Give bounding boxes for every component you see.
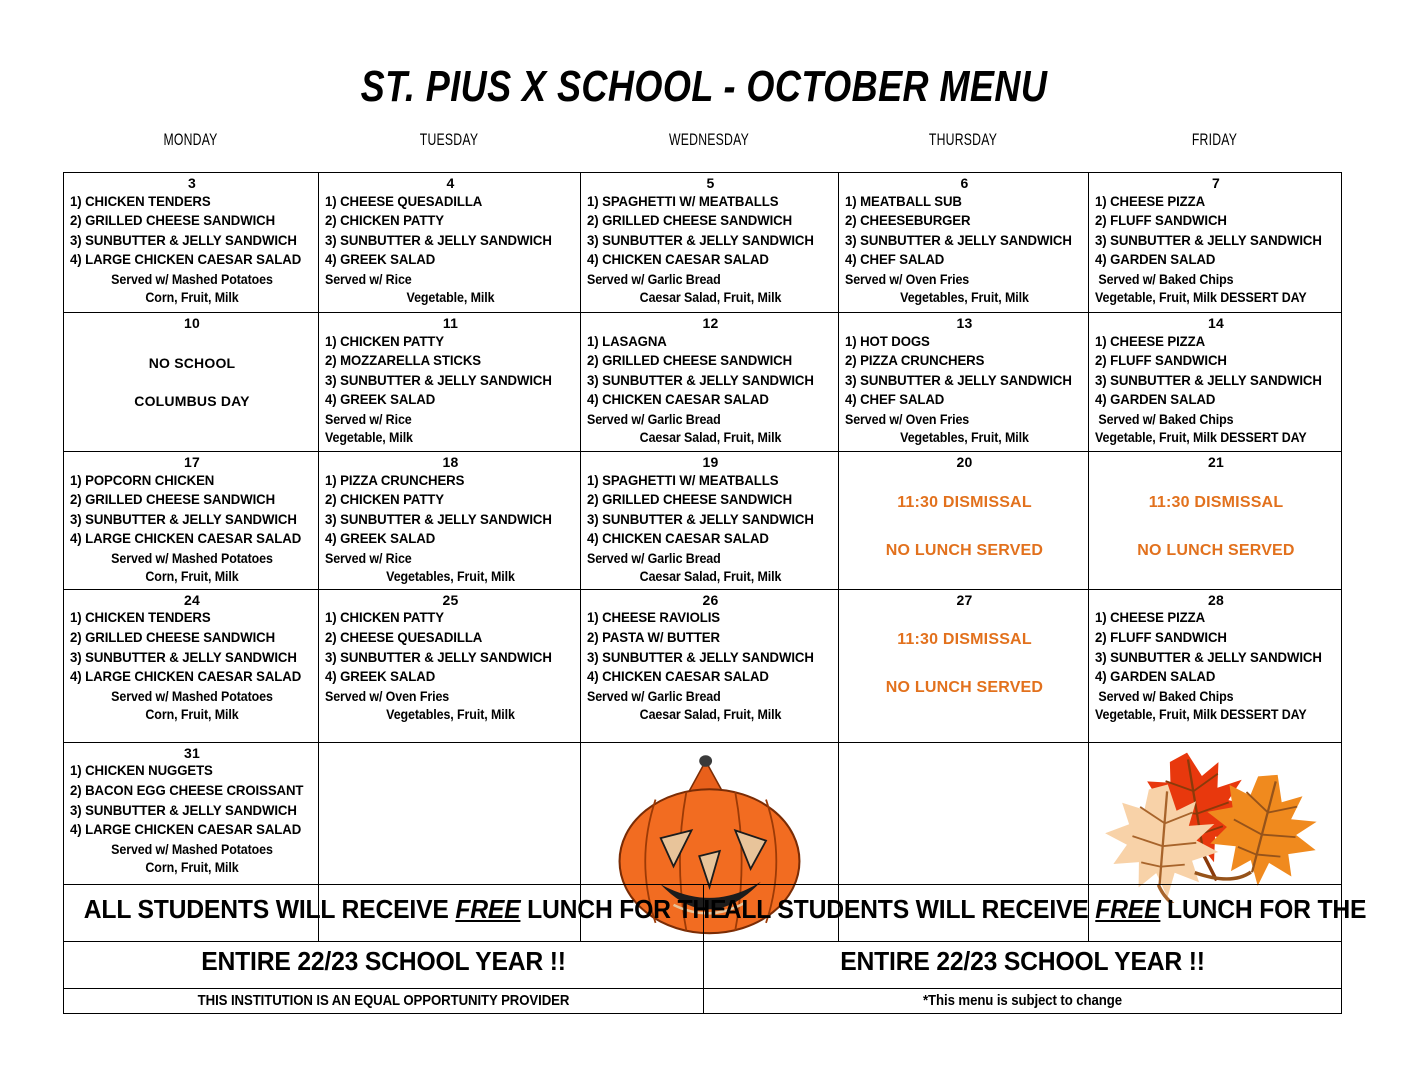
day-number: 4	[446, 175, 455, 191]
day-cell-content	[64, 313, 318, 411]
calendar-day-cell[interactable]	[64, 589, 319, 742]
equal-opportunity-cell	[64, 989, 704, 1014]
calendar-day-cell[interactable]	[1089, 452, 1342, 590]
menu-item: 1) PIZZA CRUNCHERS	[325, 472, 465, 489]
menu-item: 2) GRILLED CHEESE SANDWICH	[587, 353, 793, 370]
served-with-line: Served w/ Oven Fries	[845, 271, 970, 287]
menu-item: 2) GRILLED CHEESE SANDWICH	[587, 492, 793, 509]
day-cell-content	[839, 313, 1088, 450]
menu-item: 3) SUNBUTTER & JELLY SANDWICH	[1095, 232, 1322, 249]
calendar-day-cell[interactable]	[839, 452, 1089, 590]
sides-line: Corn, Fruit, Milk	[145, 569, 239, 585]
calendar-grid	[63, 172, 1342, 942]
holiday-line: COLUMBUS DAY	[134, 392, 250, 409]
menu-item: 2) GRILLED CHEESE SANDWICH	[587, 213, 793, 230]
no-lunch-served-label: NO LUNCH SERVED	[885, 679, 1044, 697]
calendar-day-cell[interactable]	[839, 313, 1089, 452]
free-lunch-line-2-right: ENTIRE 22/23 SCHOOL YEAR !!	[840, 945, 1205, 976]
spacer	[845, 472, 1084, 494]
menu-item: 1) CHICKEN TENDERS	[70, 610, 211, 627]
notice-text-a-left: ALL STUDENTS WILL RECEIVE	[83, 894, 456, 924]
sides-line: Corn, Fruit, Milk	[145, 860, 239, 876]
menu-item: 3) SUNBUTTER & JELLY SANDWICH	[325, 232, 552, 249]
no-lunch-served-label: NO LUNCH SERVED	[885, 541, 1044, 559]
calendar-day-cell[interactable]	[581, 589, 839, 742]
served-with-line: Served w/ Mashed Potatoes	[111, 841, 273, 857]
dismissal-time-label: 11:30 DISMISSAL	[897, 631, 1032, 649]
menu-item: 3) SUNBUTTER & JELLY SANDWICH	[325, 372, 552, 389]
spacer	[70, 371, 314, 393]
served-with-line: Served w/ Rice	[325, 411, 412, 427]
spacer	[845, 512, 1084, 542]
page-title: ST. PIUS X SCHOOL - OCTOBER MENU	[360, 62, 1048, 111]
sides-line: Caesar Salad, Fruit, Milk	[639, 290, 782, 306]
sides-line: Caesar Salad, Fruit, Milk	[639, 707, 782, 723]
menu-item: 4) GREEK SALAD	[325, 392, 436, 409]
menu-item: 1) CHICKEN PATTY	[325, 333, 444, 350]
menu-item: 4) GREEK SALAD	[325, 531, 436, 548]
free-emphasis-left: FREE	[455, 894, 521, 924]
served-with-line: Served w/ Oven Fries	[845, 411, 970, 427]
free-lunch-line-1-left	[80, 885, 727, 937]
day-cell-content	[839, 590, 1088, 700]
holiday-notice	[70, 333, 314, 409]
calendar-week-row	[64, 173, 1342, 313]
free-lunch-line-1-right	[720, 885, 1367, 937]
menu-item: 1) MEATBALL SUB	[845, 193, 962, 210]
day-number: 21	[1208, 454, 1224, 470]
menu-item: 1) CHICKEN PATTY	[325, 610, 444, 627]
day-cell-content	[1089, 452, 1341, 562]
calendar-day-cell[interactable]	[839, 589, 1089, 742]
free-lunch-notice-right	[704, 885, 1367, 989]
menu-item: 3) SUNBUTTER & JELLY SANDWICH	[1095, 649, 1322, 666]
served-with-line: Served w/ Oven Fries	[325, 688, 450, 704]
day-cell-content	[64, 590, 318, 727]
menu-item: 2) FLUFF SANDWICH	[1095, 353, 1227, 370]
menu-item: 4) GARDEN SALAD	[1095, 669, 1216, 686]
menu-item: 3) SUNBUTTER & JELLY SANDWICH	[845, 232, 1072, 249]
day-number: 6	[960, 175, 969, 191]
day-number: 12	[702, 315, 719, 331]
free-emphasis-right: FREE	[1095, 894, 1161, 924]
menu-item: 4) CHEF SALAD	[845, 252, 945, 269]
footer-notices	[63, 884, 1367, 1014]
calendar-day-cell[interactable]	[319, 173, 581, 313]
day-number: 7	[1212, 175, 1220, 191]
day-cell-content	[581, 590, 838, 727]
day-cell-content	[64, 173, 318, 310]
day-number: 10	[184, 315, 200, 331]
menu-item: 2) PASTA W/ BUTTER	[587, 629, 720, 646]
day-cell-content	[64, 452, 318, 589]
served-with-line: Served w/ Mashed Potatoes	[111, 550, 273, 566]
menu-item: 4) CHICKEN CAESAR SALAD	[587, 392, 769, 409]
sides-line: Corn, Fruit, Milk	[145, 290, 239, 306]
menu-item: 1) POPCORN CHICKEN	[70, 472, 215, 489]
calendar-day-cell[interactable]	[839, 173, 1089, 313]
sides-line: Vegetable, Fruit, Milk DESSERT DAY	[1095, 707, 1307, 723]
menu-item: 3) SUNBUTTER & JELLY SANDWICH	[70, 649, 297, 666]
holiday-line: NO SCHOOL	[148, 354, 236, 371]
equal-opportunity-text: THIS INSTITUTION IS AN EQUAL OPPORTUNITY PROVIDER	[197, 992, 570, 1010]
calendar-day-cell[interactable]	[319, 589, 581, 742]
day-cell-content	[319, 173, 580, 310]
menu-item: 3) SUNBUTTER & JELLY SANDWICH	[325, 649, 552, 666]
served-with-line: Served w/ Garlic Bread	[587, 688, 721, 704]
day-cell-content	[319, 452, 580, 589]
calendar-day-cell[interactable]	[319, 313, 581, 452]
menu-item: 2) MOZZARELLA STICKS	[325, 353, 481, 370]
calendar-week-row	[64, 313, 1342, 452]
menu-item: 2) FLUFF SANDWICH	[1095, 213, 1227, 230]
sides-line: Vegetable, Milk	[406, 290, 495, 306]
free-lunch-notice-left	[64, 885, 727, 989]
menu-item: 3) SUNBUTTER & JELLY SANDWICH	[587, 649, 814, 666]
sides-line: Vegetable, Fruit, Milk DESSERT DAY	[1095, 290, 1307, 306]
day-cell-content	[839, 173, 1088, 310]
menu-item: 3) SUNBUTTER & JELLY SANDWICH	[1095, 372, 1322, 389]
menu-item: 1) CHEESE RAVIOLIS	[587, 610, 720, 627]
menu-item: 4) GREEK SALAD	[325, 252, 436, 269]
day-cell-content	[1089, 590, 1341, 727]
menu-item: 3) SUNBUTTER & JELLY SANDWICH	[587, 232, 814, 249]
menu-item: 2) CHEESEBURGER	[845, 213, 971, 230]
spacer	[1095, 472, 1337, 494]
served-with-line: Served w/ Mashed Potatoes	[111, 271, 273, 287]
menu-item: 4) LARGE CHICKEN CAESAR SALAD	[70, 531, 302, 548]
menu-item: 1) SPAGHETTI W/ MEATBALLS	[587, 472, 779, 489]
autumn-leaves-icon	[1089, 743, 1341, 903]
day-number: 20	[956, 454, 973, 470]
calendar-day-cell[interactable]	[319, 452, 581, 590]
spacer	[845, 649, 1084, 679]
menu-item: 2) GRILLED CHEESE SANDWICH	[70, 492, 276, 509]
dismissal-time-label: 11:30 DISMISSAL	[897, 493, 1032, 511]
day-number: 11	[442, 315, 459, 331]
menu-item: 1) CHEESE PIZZA	[1095, 333, 1206, 350]
weekday-wednesday: WEDNESDAY	[669, 130, 749, 149]
day-cell-content	[319, 313, 580, 450]
menu-item: 1) CHICKEN NUGGETS	[70, 763, 213, 780]
calendar-day-cell[interactable]	[1089, 589, 1342, 742]
calendar-day-cell[interactable]	[1089, 173, 1342, 313]
notice-text-b-left: LUNCH FOR THE	[520, 894, 727, 924]
sides-line: Vegetables, Fruit, Milk	[900, 430, 1029, 446]
subject-to-change-cell	[704, 989, 1342, 1014]
menu-item: 4) LARGE CHICKEN CAESAR SALAD	[70, 669, 302, 686]
day-cell-content	[581, 313, 838, 450]
menu-item: 3) SUNBUTTER & JELLY SANDWICH	[845, 372, 1072, 389]
menu-item: 3) SUNBUTTER & JELLY SANDWICH	[70, 802, 297, 819]
day-cell-content	[64, 743, 318, 880]
menu-item: 3) SUNBUTTER & JELLY SANDWICH	[587, 372, 814, 389]
menu-item: 3) SUNBUTTER & JELLY SANDWICH	[70, 511, 297, 528]
no-lunch-served-label: NO LUNCH SERVED	[1137, 541, 1295, 559]
menu-item: 4) CHICKEN CAESAR SALAD	[587, 531, 769, 548]
menu-item: 3) SUNBUTTER & JELLY SANDWICH	[587, 511, 814, 528]
day-cell-content	[581, 173, 838, 310]
day-number: 28	[1208, 591, 1224, 608]
menu-item: 2) PIZZA CRUNCHERS	[845, 353, 985, 370]
day-number: 26	[702, 591, 719, 608]
served-with-line: Served w/ Rice	[325, 271, 412, 287]
served-with-line: Served w/ Baked Chips	[1095, 688, 1234, 704]
spacer	[845, 609, 1084, 631]
notice-text-b-right: LUNCH FOR THE	[1160, 894, 1367, 924]
notice-text-a-right: ALL STUDENTS WILL RECEIVE	[723, 894, 1096, 924]
sides-line: Caesar Salad, Fruit, Milk	[639, 430, 782, 446]
menu-item: 1) LASAGNA	[587, 333, 667, 350]
menu-item: 4) GARDEN SALAD	[1095, 252, 1216, 269]
dismissal-time-label: 11:30 DISMISSAL	[1148, 493, 1284, 511]
no-lunch-notice	[845, 609, 1084, 697]
day-number: 24	[184, 591, 200, 608]
calendar-day-cell[interactable]	[581, 452, 839, 590]
menu-item: 4) GREEK SALAD	[325, 669, 436, 686]
calendar-day-cell[interactable]	[64, 173, 319, 313]
calendar-day-cell[interactable]	[581, 313, 839, 452]
menu-item: 4) LARGE CHICKEN CAESAR SALAD	[70, 252, 302, 269]
menu-item: 2) FLUFF SANDWICH	[1095, 629, 1227, 646]
menu-item: 4) CHICKEN CAESAR SALAD	[587, 252, 769, 269]
free-lunch-line-2-left: ENTIRE 22/23 SCHOOL YEAR !!	[201, 945, 566, 976]
day-cell-content	[1089, 173, 1341, 310]
no-lunch-notice	[1095, 472, 1337, 560]
menu-item: 1) CHEESE QUESADILLA	[325, 193, 483, 210]
sides-line: Corn, Fruit, Milk	[145, 707, 239, 723]
served-with-line: Served w/ Garlic Bread	[587, 271, 721, 287]
spacer	[70, 333, 314, 355]
day-number: 5	[706, 175, 715, 191]
day-cell-content	[1089, 313, 1341, 450]
menu-item: 1) CHICKEN TENDERS	[70, 193, 211, 210]
served-with-line: Served w/ Mashed Potatoes	[111, 688, 273, 704]
day-cell-content	[839, 452, 1088, 562]
sides-line: Vegetables, Fruit, Milk	[900, 290, 1029, 306]
day-cell-content	[581, 452, 838, 589]
day-cell-content	[319, 590, 580, 727]
sides-line: Caesar Salad, Fruit, Milk	[639, 569, 782, 585]
calendar-day-cell[interactable]	[581, 173, 839, 313]
sides-line: Vegetables, Fruit, Milk	[386, 707, 515, 723]
calendar-week-row	[64, 589, 1342, 742]
weekday-header-row	[63, 130, 1341, 150]
menu-item: 1) SPAGHETTI W/ MEATBALLS	[587, 193, 779, 210]
sides-line: Vegetable, Milk	[325, 430, 413, 446]
menu-item: 2) GRILLED CHEESE SANDWICH	[70, 213, 276, 230]
calendar-day-cell[interactable]	[1089, 313, 1342, 452]
day-number: 25	[442, 591, 459, 608]
menu-item: 4) CHEF SALAD	[845, 392, 945, 409]
day-number: 31	[184, 744, 200, 761]
menu-item: 1) HOT DOGS	[845, 333, 930, 350]
day-number: 17	[184, 454, 200, 470]
day-number: 19	[702, 454, 719, 470]
weekday-friday: FRIDAY	[1191, 130, 1238, 149]
calendar-day-cell[interactable]	[64, 313, 319, 452]
no-lunch-notice	[845, 472, 1084, 560]
subject-to-change-text: *This menu is subject to change	[923, 992, 1122, 1010]
menu-item: 1) CHEESE PIZZA	[1095, 193, 1206, 210]
weekday-thursday: THURSDAY	[928, 130, 998, 149]
menu-item: 4) GARDEN SALAD	[1095, 392, 1216, 409]
menu-item: 3) SUNBUTTER & JELLY SANDWICH	[325, 511, 552, 528]
day-number: 3	[188, 175, 196, 191]
menu-item: 2) BACON EGG CHEESE CROISSANT	[70, 782, 304, 799]
served-with-line: Served w/ Garlic Bread	[587, 550, 721, 566]
menu-item: 2) CHICKEN PATTY	[325, 213, 444, 230]
weekday-monday: MONDAY	[163, 130, 218, 149]
served-with-line: Served w/ Baked Chips	[1095, 271, 1234, 287]
day-number: 14	[1208, 315, 1224, 331]
day-number: 13	[956, 315, 973, 331]
menu-item: 2) GRILLED CHEESE SANDWICH	[70, 629, 276, 646]
menu-item: 1) CHEESE PIZZA	[1095, 610, 1206, 627]
served-with-line: Served w/ Rice	[325, 550, 412, 566]
served-with-line: Served w/ Garlic Bread	[587, 411, 721, 427]
served-with-line: Served w/ Baked Chips	[1095, 411, 1234, 427]
sides-line: Vegetable, Fruit, Milk DESSERT DAY	[1095, 430, 1307, 446]
menu-item: 2) CHEESE QUESADILLA	[325, 629, 483, 646]
weekday-tuesday: TUESDAY	[419, 130, 479, 149]
calendar-day-cell[interactable]	[64, 452, 319, 590]
day-number: 18	[442, 454, 459, 470]
menu-item: 4) CHICKEN CAESAR SALAD	[587, 669, 769, 686]
menu-item: 2) CHICKEN PATTY	[325, 492, 444, 509]
sides-line: Vegetables, Fruit, Milk	[386, 569, 515, 585]
menu-item: 3) SUNBUTTER & JELLY SANDWICH	[70, 232, 297, 249]
menu-item: 4) LARGE CHICKEN CAESAR SALAD	[70, 822, 302, 839]
calendar-week-row	[64, 452, 1342, 590]
day-number: 27	[956, 591, 973, 608]
spacer	[1095, 512, 1337, 542]
